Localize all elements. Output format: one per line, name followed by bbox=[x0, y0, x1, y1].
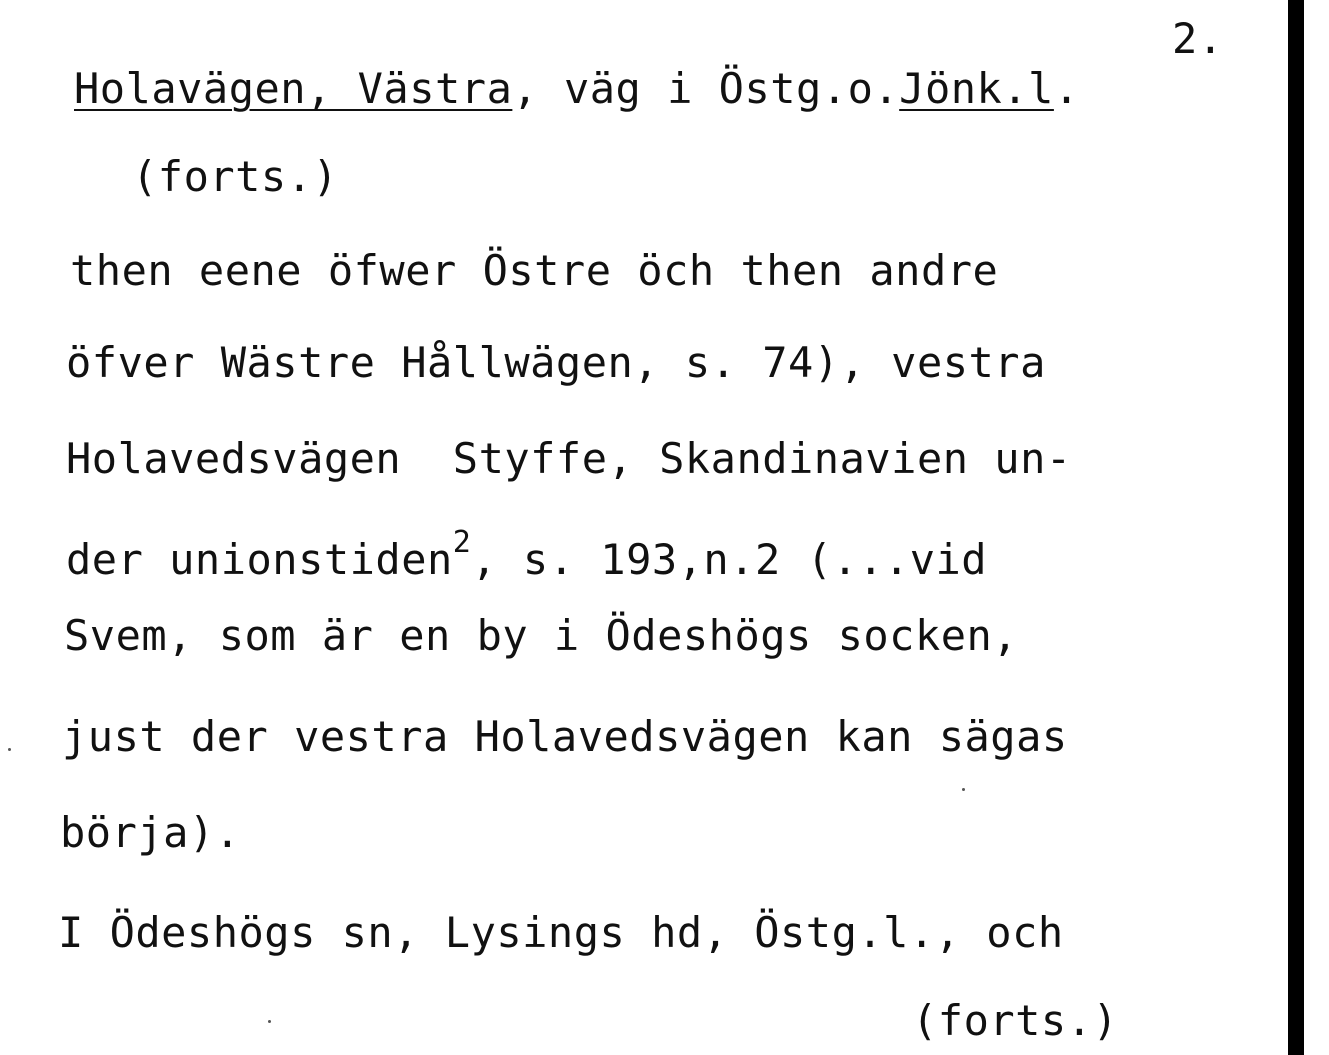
continued-label: (forts.) bbox=[912, 996, 1119, 1045]
footnote-marker: 2 bbox=[452, 525, 472, 560]
scan-speck bbox=[8, 748, 11, 751]
text-line-part: , s. 193,n.2 (...vid bbox=[471, 535, 988, 584]
card-edge-border bbox=[1288, 0, 1304, 1055]
text-line: börja). bbox=[60, 808, 241, 857]
heading-middle: , väg i Östg.o. bbox=[512, 64, 900, 113]
text-line: I Ödeshögs sn, Lysings hd, Östg.l., och bbox=[58, 908, 1064, 957]
text-line: just der vestra Holavedsvägen kan sägas bbox=[62, 712, 1068, 761]
text-line: then eene öfwer Östre öch then andre bbox=[70, 246, 999, 295]
page-number: 2. bbox=[1172, 14, 1224, 63]
text-line: Svem, som är en by i Ödeshögs socken, bbox=[64, 611, 1019, 660]
text-line: öfver Wästre Hållwägen, s. 74), vestra bbox=[66, 338, 1046, 387]
text-line: Holavedsvägen Styffe, Skandinavien un- bbox=[66, 434, 1072, 483]
entry-heading bbox=[74, 64, 1080, 113]
heading-title: Holavägen, Västra bbox=[74, 64, 513, 113]
text-line-part: der unionstiden bbox=[66, 535, 453, 584]
scan-speck bbox=[268, 1020, 271, 1023]
continued-label: (forts.) bbox=[132, 152, 339, 201]
heading-end: . bbox=[1053, 64, 1080, 113]
scan-speck bbox=[962, 788, 965, 791]
heading-region: Jönk.l bbox=[899, 64, 1054, 113]
text-line bbox=[66, 525, 988, 584]
